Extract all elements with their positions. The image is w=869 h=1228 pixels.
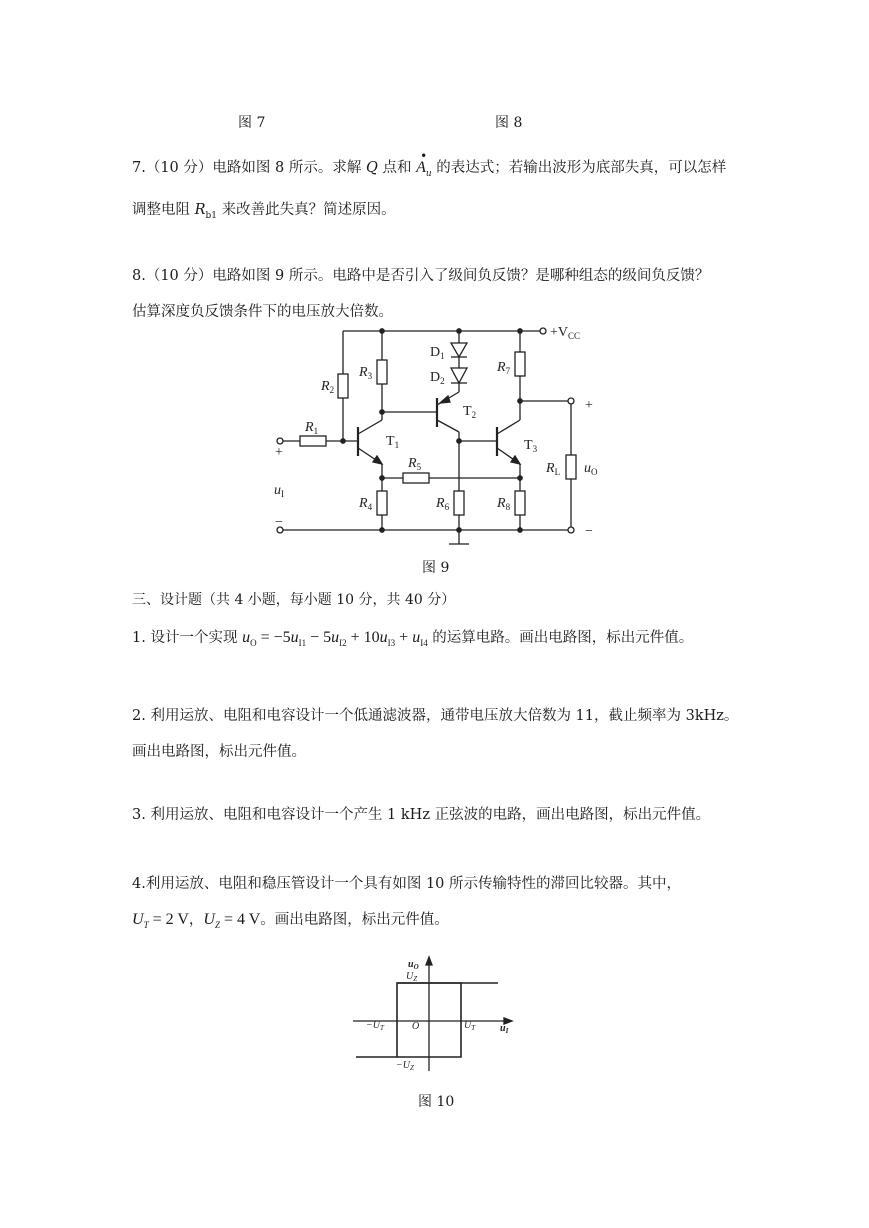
resistor-r8 (515, 491, 525, 515)
uz-bot-label: $-U_Z$ (396, 1060, 414, 1072)
r3-label: $R_3$ (359, 365, 373, 381)
r4-label: $R_4$ (359, 496, 373, 512)
input-minus: − (275, 515, 283, 530)
r6-label: $R_6$ (436, 496, 450, 512)
diode-d1 (451, 343, 467, 357)
fig7-caption: 图 7 (238, 115, 266, 131)
output-plus: + (585, 398, 593, 413)
resistor-r5 (403, 473, 429, 483)
ut-value: $U_T = 2$ V (132, 911, 189, 931)
origin-label: O (412, 1021, 420, 1032)
ut-pos-label: $U_T$ (464, 1020, 476, 1032)
fig9-caption: 图 9 (422, 560, 450, 576)
vcc-terminal (540, 328, 546, 334)
input-terminal (277, 438, 283, 444)
vcc-label: $+V_{CC}$ (550, 325, 581, 341)
t1-label: $T_1$ (386, 434, 400, 450)
rl-label: $R_L$ (546, 461, 561, 477)
resistor-r2 (338, 374, 348, 398)
question-7-line-1: 7.（10 分）电路如图 8 所示。求解 Q 点和 • $A_u$ 的表达式；若输出波形为底部失真，可以怎样 (132, 150, 742, 192)
d1-label: $D_1$ (430, 345, 445, 361)
resistor-r1 (300, 436, 326, 446)
d2-label: $D_2$ (430, 370, 445, 386)
resistor-r6 (454, 491, 464, 515)
r7-label: $R_7$ (497, 360, 511, 376)
section-3-heading: 三、设计题（共 4 小题，每小题 10 分，共 40 分） (132, 592, 456, 608)
t2-label: $T_2$ (463, 404, 477, 420)
question-8-line-2: 估算深度负反馈条件下的电压放大倍数。 (132, 304, 393, 320)
question-8-line-1: 8.（10 分）电路如图 9 所示。电路中是否引入了级间负反馈？是哪种组态的级间负反馈？ (132, 268, 710, 284)
au-symbol: • $A_u$ (416, 149, 432, 179)
t3-label: $T_3$ (524, 438, 538, 454)
uz-top-label: $U_Z$ (406, 971, 418, 983)
q1-formula: $u_O = -5u_{I1} - 5u_{I2} + 10u_{I3} + u_{I4}$ (242, 629, 428, 649)
r8-label: $R_8$ (497, 496, 511, 512)
uz-value: $U_Z = 4$ V (203, 911, 261, 931)
design-q2: 2. 利用运放、电阻和电容设计一个低通滤波器，通带电压放大倍数为 11，截止频率为 3kHz。 画出电路图，标出元件值。 (132, 708, 739, 760)
r1-label: $R_1$ (305, 420, 319, 436)
question-7-line-2: 调整电阻 $R_{b1}$ 来改善此失真？简述原因。 (132, 201, 396, 221)
question-7 (132, 150, 742, 234)
input-plus: + (275, 445, 283, 460)
output-terminal (568, 398, 574, 404)
diode-d2 (451, 368, 467, 383)
output-minus: − (585, 524, 593, 539)
r5-label: $R_5$ (408, 456, 422, 472)
resistor-r7 (515, 352, 525, 376)
r2-label: $R_2$ (321, 379, 335, 395)
ut-neg-label: $-U_T$ (366, 1020, 384, 1032)
fig10-caption: 图 10 (418, 1094, 455, 1110)
ui-label: $u_I$ (274, 483, 284, 499)
uo-label: $u_O$ (584, 461, 598, 477)
resistor-r3 (377, 360, 387, 384)
resistor-rl (566, 455, 576, 479)
design-q4: 4.利用运放、电阻和稳压管设计一个具有如图 10 所示传输特性的滞回比较器。其中， $U_T = 2$ V，$U_Z = 4$ V。画出电路图，标出元件值。 (132, 876, 682, 931)
fig8-caption: 图 8 (495, 115, 523, 131)
design-q1: 1. 设计一个实现 $u_O = -5u_{I1} - 5u_{I2} + 10u_{I3} + u_{I4}$ 的运算电路。画出电路图，标出元件值。 (132, 629, 694, 649)
design-q3: 3. 利用运放、电阻和电容设计一个产生 1 kHz 正弦波的电路，画出电路图，标出元件值。 (132, 807, 711, 823)
figure-10-hysteresis (345, 950, 525, 1080)
y-axis-label: $u_O$ (408, 959, 419, 971)
figure-9-circuit (268, 318, 608, 550)
x-axis-label: $u_I$ (500, 1023, 509, 1035)
resistor-r4 (377, 491, 387, 515)
